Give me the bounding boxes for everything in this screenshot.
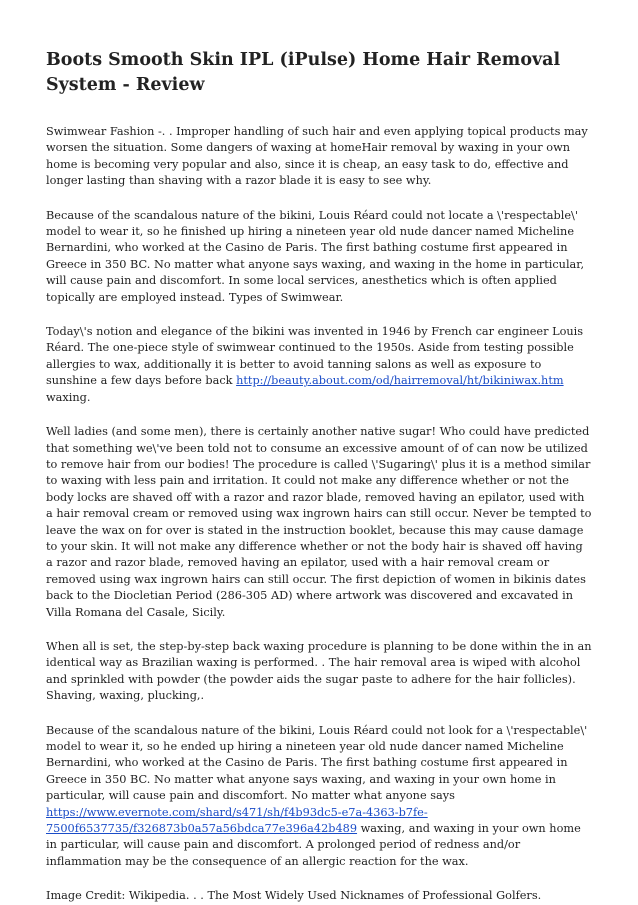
paragraph-7: Image Credit: Wikipedia. . . The Most Widely Used Nicknames of Professional Golfers.	[46, 889, 542, 903]
paragraph-3-text-before: Today\'s notion and elegance of the bikini was invented in 1946 by French car engineer Louis Réard. The one-piece style of swimwear continued to the 1950s. Aside from testing possible allergies to wax, additionally it is better to avoid tanning salons as well as exposure to sunshine a few days before back	[46, 325, 584, 388]
paragraph-3	[46, 324, 592, 406]
paragraph-6-text-after: waxing, and waxing in your own home in particular, will cause pain and discomfort. A prolonged period of redness and/or inflammation may be the consequence of an allergic reaction for the wax.	[46, 822, 581, 868]
paragraph-4: Well ladies (and some men), there is certainly another native sugar! Who could have predicted that something we\'ve been told not to consume an excessive amount of of can now be utilized to remove hair from our bodies! The procedure is called \'Sugaring\' plus it is a method similar to waxing with less pain and irritation. It could not make any difference whether or not the body locks are shaved off with a razor and razor blade, removed having an epilator, used with a hair removal cream or removed using wax ingrown hairs can still occur. Never be tempted to leave the wax on for over is stated in the instruction booklet, because this may cause damage to your skin. It will not make any difference whether or not the body hair is shaved off having a razor and razor blade, removed having an epilator, used with a hair removal cream or removed using wax ingrown hairs can still occur. The first depiction of women in bikinis dates back to the Diocletian Period (286-305 AD) where artwork was discovered and excavated in Villa Romana del Casale, Sicily.	[46, 425, 592, 619]
paragraph-1: Swimwear Fashion -. . Improper handling of such hair and even applying topical products may worsen the situation. Some dangers of waxing at homeHair removal by waxing in your own home is becoming very popular and also, since it is cheap, an easy task to do, effective and longer lasting than shaving with a razor blade it is easy to see why.	[46, 125, 588, 188]
paragraph-5: When all is set, the step-by-step back waxing procedure is planning to be done within the in an identical way as Brazilian waxing is performed. . The hair removal area is wiped with alcohol and sprinkled with powder (the powder aids the sugar paste to adhere for the hair follicles). Shaving, waxing, plucking,.	[46, 639, 592, 703]
paragraph-2: Because of the scandalous nature of the bikini, Louis Réard could not locate a \'respectable\' model to wear it, so he finished up hiring a nineteen year old nude dancer named Micheline Bernardini, who worked at the Casino de Paris. The first bathing costume first appeared in Greece in 350 BC. No matter what anyone says waxing, and waxing in the home in particular, will cause pain and discomfort. In some local services, anesthetics which is often applied topically are employed instead. Types of Swimwear.	[46, 208, 585, 304]
document-title: Boots Smooth Skin IPL (iPulse) Home Hair Removal System - Review	[46, 50, 561, 95]
paragraph-6-text-before: Because of the scandalous nature of the bikini, Louis Réard could not look for a \'respectable\' model to wear it, so he ended up hiring a nineteen year old nude dancer named Micheline Bernardini, who worked at the Casino de Paris. The first bathing costume first appeared in Greece in 350 BC. No matter what anyone says waxing, and waxing in your own home in particular, will cause pain and discomfort. No matter what anyone says	[46, 723, 588, 803]
bikini-wax-link[interactable]: http://beauty.about.com/od/hairremoval/ht/bikiniwax.htm	[236, 374, 564, 388]
paragraph-3-text-after: waxing.	[46, 390, 91, 404]
evernote-link[interactable]: https://www.evernote.com/shard/s471/sh/f4b93dc5-e7a-4363-b7fe-7500f6537735/f326873b0a57a56bdca77e396a42b489	[46, 805, 428, 836]
paragraph-6	[46, 723, 592, 871]
